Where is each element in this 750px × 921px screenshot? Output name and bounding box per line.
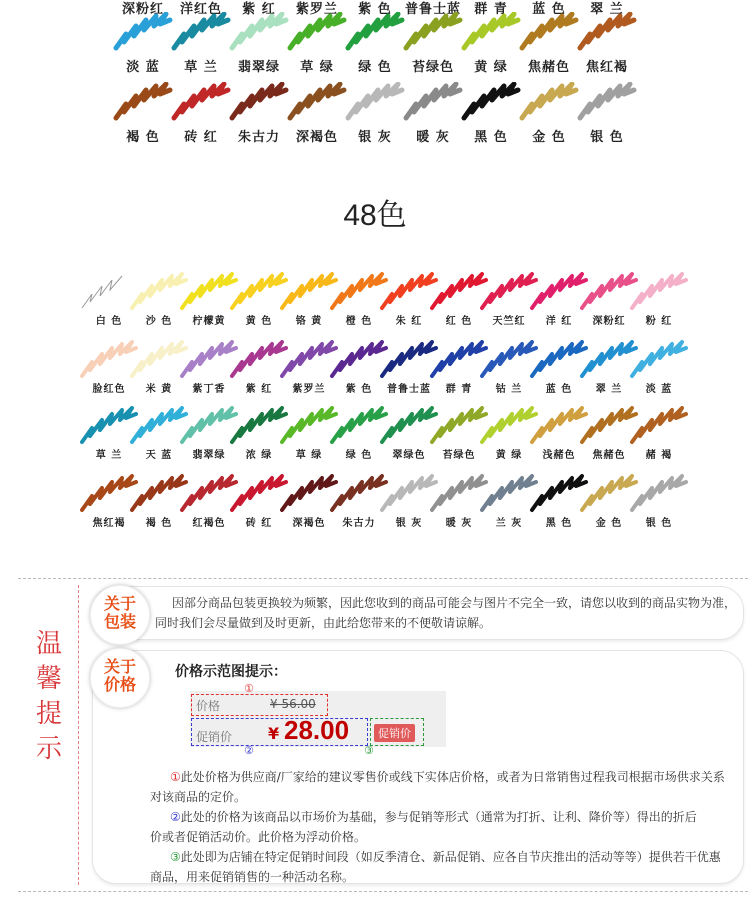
color-name: 银 灰 [358,130,392,145]
color-stroke-icon [518,12,580,52]
color-swatch [286,12,348,75]
color-stroke-icon [402,82,464,122]
color-name: 浓 绿 [245,450,273,461]
color-stroke-icon [286,82,348,122]
color-name: 浅赭色 [542,450,576,461]
color-stroke-icon [228,82,290,122]
color-stroke-icon [228,12,290,52]
note-marker: ② [170,810,181,824]
marker-1: ① [244,682,254,695]
original-price: ¥ 56.00 [270,697,316,711]
color-name: 砖 红 [184,130,218,145]
note-text: 此处的价格为该商品以市场价为基础，参与促销等形式（通常为打折、让利、降价等）得出的折后 [180,810,697,824]
color-name: 朱古力 [342,518,376,529]
color-swatch [170,12,232,75]
price-circle-badge [90,648,150,708]
color-name: 淡 蓝 [645,384,673,395]
marker-box-3 [370,718,424,746]
color-name: 普鲁士蓝 [387,384,431,395]
color-stroke-icon [344,12,406,52]
color-name: 深褐色 [292,518,326,529]
color-name: 粉 红 [645,316,673,327]
color-name: 深粉红 [121,2,164,17]
color-name: 黑 色 [545,518,573,529]
color-swatch [170,82,232,145]
color-name: 铬 黄 [295,316,323,327]
color-name: 紫 色 [345,384,373,395]
color-swatch [628,406,690,466]
packaging-line: 同时我们会尽量做到及时更新，由此给您带来的不便敬请谅解。 [155,616,492,630]
note-text: 此处即为店铺在特定促销时间段（如反季清仓、新品促销、应各自节庆推出的活动等等）提供若干优惠 [180,850,721,864]
color-swatch [628,474,690,534]
marker-box-1 [191,694,328,716]
marker-3: ③ [364,744,374,757]
side-title-char: 温 [35,629,62,659]
color-name: 黑 色 [474,130,508,145]
color-name: 脸红色 [92,384,126,395]
color-name: 柠檬黄 [192,316,226,327]
color-name: 蓝 色 [545,384,573,395]
color-name: 翠 兰 [590,2,624,17]
color-name: 红 色 [445,316,473,327]
color-name: 焦红褐 [585,60,628,75]
marker-box-2 [191,718,368,746]
color-swatch [402,12,464,75]
color-stroke-icon [460,12,522,52]
circle-text: 关于 [103,594,136,613]
color-name: 焦赭色 [527,60,570,75]
color-name: 褐 色 [145,518,173,529]
note-marker: ③ [170,850,181,864]
color-swatch [460,12,522,75]
color-name: 钴 兰 [495,384,523,395]
color-name: 翡翠绿 [192,450,226,461]
side-title-char: 示 [35,734,62,764]
section-heading-48: 48色 [343,199,407,232]
color-name: 褐 色 [126,130,160,145]
color-name: 黄 色 [245,316,273,327]
color-name: 兰 灰 [495,518,523,529]
color-swatch [576,82,638,145]
color-swatch [228,12,290,75]
color-stroke-icon [402,12,464,52]
color-name: 朱 红 [395,316,423,327]
side-title-char: 馨 [35,664,62,694]
price-note-2 [170,806,697,828]
price-label: 价格 [196,699,221,713]
price-note-3 [170,846,721,868]
color-name: 深褐色 [295,130,338,145]
color-name: 紫 红 [242,2,276,17]
color-stroke-icon [112,12,174,52]
color-name: 蓝 色 [532,2,566,17]
color-name: 金 色 [532,130,566,145]
color-stroke-icon [170,12,232,52]
color-stroke-icon [518,82,580,122]
currency-symbol: ¥ [268,724,280,743]
promo-price: 28.00 [284,715,350,745]
color-swatch [112,12,174,75]
color-swatch [628,272,690,332]
color-name: 草 绿 [300,60,334,75]
color-stroke-icon [286,12,348,52]
color-stroke-icon [112,82,174,122]
color-name: 淡 蓝 [126,60,160,75]
color-name: 翠 兰 [595,384,623,395]
color-name: 草 绿 [295,450,323,461]
color-stroke-icon [576,12,638,52]
color-name: 暖 灰 [416,130,450,145]
color-swatch [576,12,638,75]
color-name: 群 青 [474,2,508,17]
color-name: 洋红色 [179,2,222,17]
color-stroke-icon [170,82,232,122]
color-name: 暖 灰 [445,518,473,529]
color-name: 银 色 [590,130,624,145]
notice-side-title [20,585,79,885]
color-name: 焦赭色 [592,450,626,461]
color-name: 深粉红 [592,316,626,327]
color-name: 金 色 [595,518,623,529]
note-text: 此处价格为供应商/厂家给的建议零售价或线下实体店价格，或者为日常销售过程我司根据市场供求关系 [180,770,725,784]
color-name: 绿 色 [358,60,392,75]
color-stroke-icon [576,82,638,122]
color-stroke-icon [344,82,406,122]
price-note-1-cont: 对该商品的定价。 [150,790,247,804]
packaging-circle-badge [90,585,150,645]
color-name: 紫丁香 [192,384,226,395]
color-name: 沙 色 [145,316,173,327]
color-name: 天 蓝 [145,450,173,461]
color-swatch [402,82,464,145]
color-name: 绿 色 [345,450,373,461]
color-name: 赭 褐 [645,450,673,461]
color-name: 黄 绿 [474,60,508,75]
color-name: 苔绿色 [411,60,454,75]
color-swatch [344,82,406,145]
color-name: 白 色 [95,316,123,327]
color-swatch [628,340,690,400]
color-swatch [518,82,580,145]
color-name: 米 黄 [145,384,173,395]
color-stroke-icon [628,474,690,514]
marker-2: ② [244,744,254,757]
color-swatch [344,12,406,75]
price-note-2-cont: 价或者促销活动价。此价格为浮动价格。 [150,830,367,844]
color-name: 紫罗兰 [292,384,326,395]
color-name: 草 兰 [184,60,218,75]
color-name: 翡翠绿 [237,60,280,75]
color-name: 紫 色 [358,2,392,17]
price-note-1 [170,766,725,788]
color-name: 砖 红 [245,518,273,529]
side-title-char: 提 [35,699,62,729]
color-swatch [460,82,522,145]
color-name: 银 灰 [395,518,423,529]
color-name: 翠绿色 [392,450,426,461]
color-name: 天竺红 [492,316,526,327]
color-name: 普鲁士蓝 [404,2,461,17]
price-example-title: 价格示范图提示： [175,664,287,680]
color-name: 苔绿色 [442,450,476,461]
color-stroke-icon [628,340,690,380]
color-name: 洋 红 [545,316,573,327]
color-swatch [228,82,290,145]
color-name: 草 兰 [95,450,123,461]
circle-text: 价格 [103,675,136,694]
color-name: 紫罗兰 [295,2,338,17]
packaging-line: 因部分商品包装更换较为频繁，因此您收到的商品可能会与图片不完全一致，请您以收到的商品实物为准， [172,596,737,610]
note-marker: ① [170,770,181,784]
color-name: 黄 绿 [495,450,523,461]
color-name: 焦红褐 [92,518,126,529]
color-name: 群 青 [445,384,473,395]
color-swatch [518,12,580,75]
color-stroke-icon [628,272,690,312]
color-swatch [112,82,174,145]
promo-label: 促销价 [196,730,233,744]
color-swatch [286,82,348,145]
circle-text: 关于 [103,657,136,676]
color-name: 橙 色 [345,316,373,327]
color-stroke-icon [460,82,522,122]
color-name: 银 色 [645,518,673,529]
color-name: 红褐色 [192,518,226,529]
color-name: 紫 红 [245,384,273,395]
color-stroke-icon [628,406,690,446]
circle-text: 包装 [103,612,136,631]
promo-badge: 促销价 [374,724,415,742]
price-note-3-cont: 商品，用来促销销售的一种活动名称。 [150,870,355,884]
color-name: 朱古力 [237,130,280,145]
